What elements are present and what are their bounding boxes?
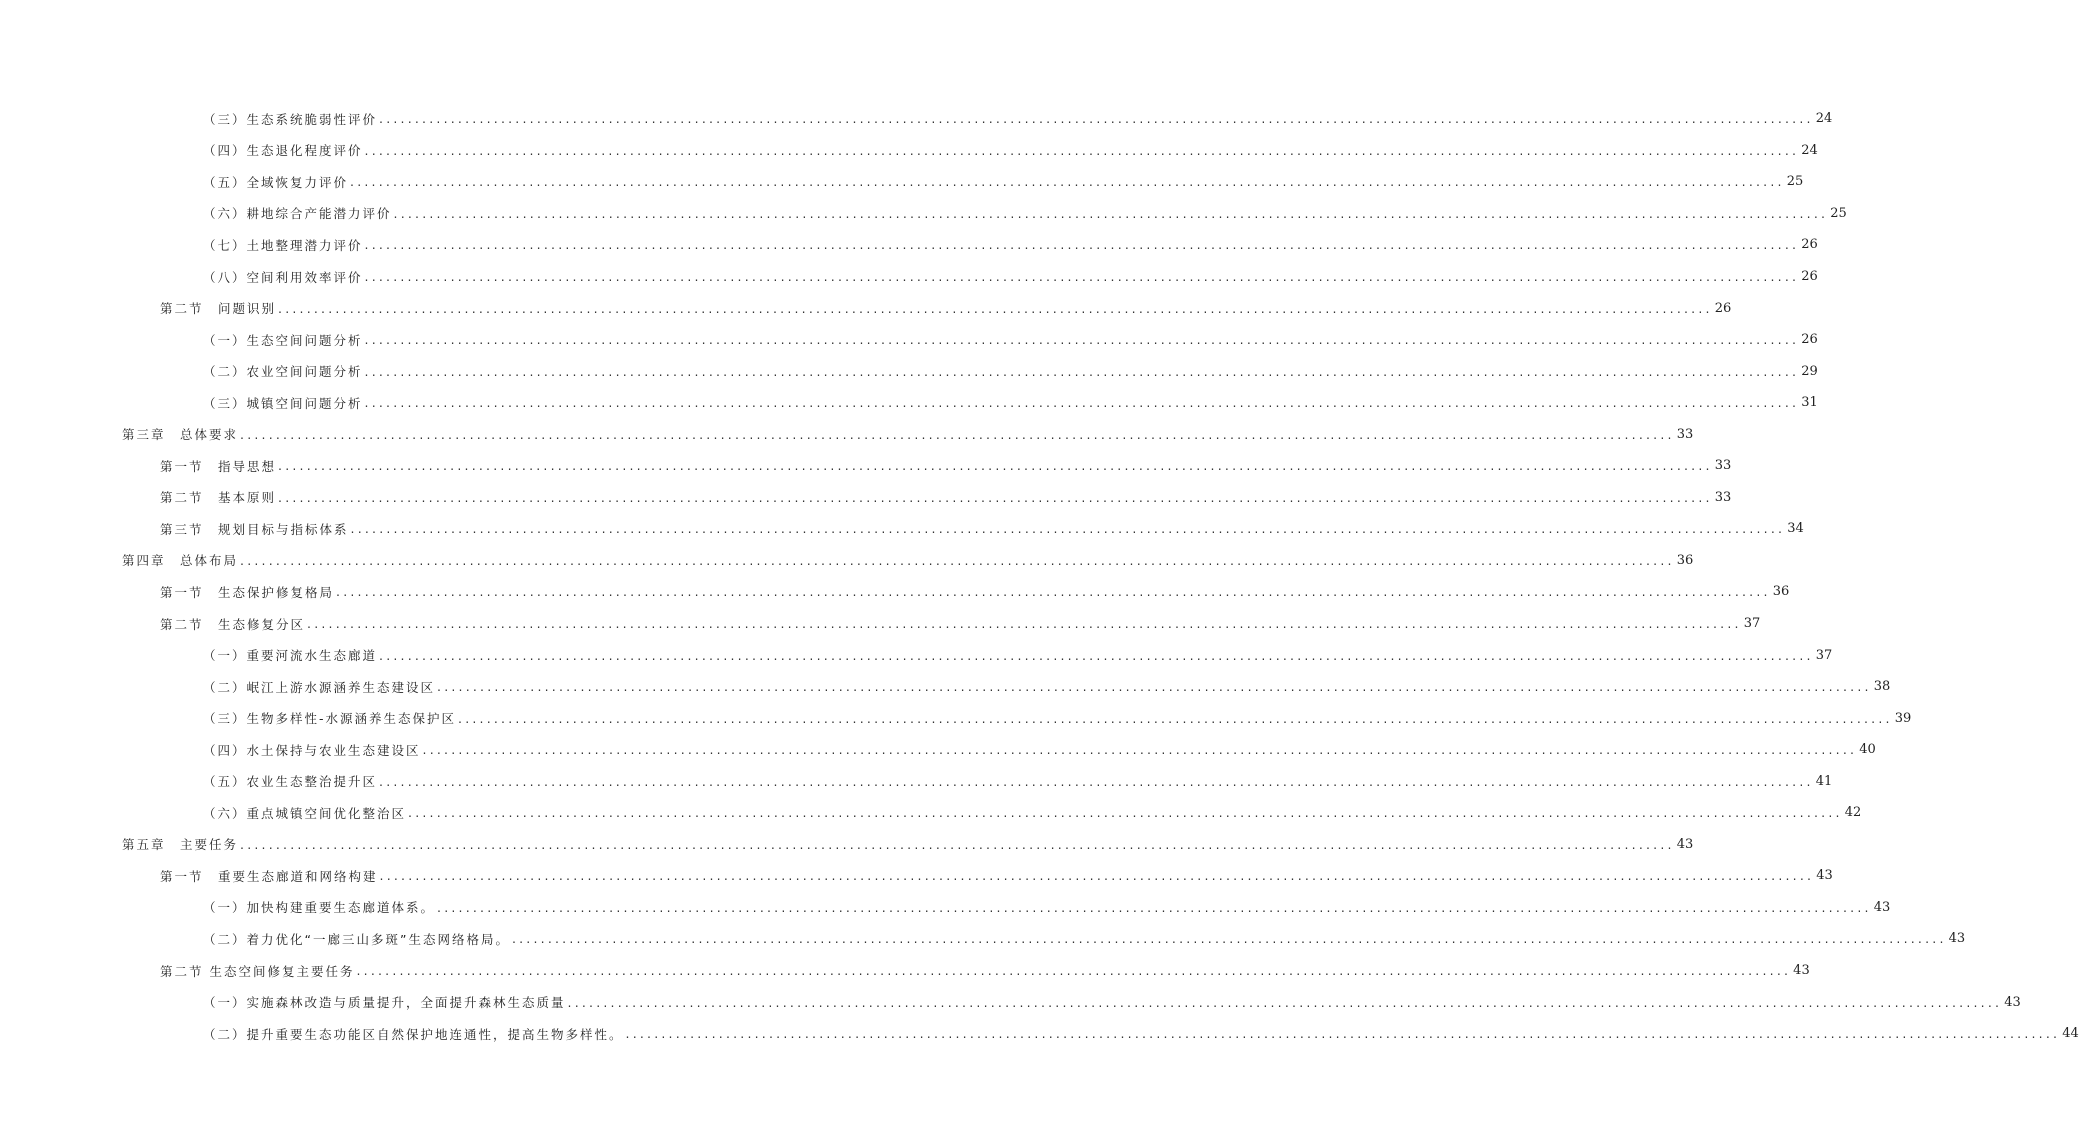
- toc-subsection-entry[interactable]: [0, 198, 1847, 230]
- toc-chapter-entry[interactable]: [0, 418, 1694, 450]
- dot-leader: ........................................................................................................................................................................................................: [364, 269, 1800, 284]
- toc-page-number: 26: [1714, 300, 1732, 316]
- toc-subsection-entry[interactable]: [0, 702, 1912, 734]
- toc-entry-title: （六）耕地综合产能潜力评价: [203, 206, 392, 222]
- toc-entry-title: 第三节 规划目标与指标体系: [160, 521, 349, 537]
- dot-leader: ........................................................................................................................................................................................................: [364, 332, 1800, 348]
- dot-leader: ........................................................................................................................................................................................................: [511, 931, 1947, 947]
- toc-page-number: 26: [1801, 269, 1818, 284]
- toc-page-number: 40: [1859, 742, 1876, 758]
- toc-subsection-entry[interactable]: [0, 986, 2021, 1018]
- toc-entry-title: 第一节 指导思想: [160, 458, 277, 474]
- dot-leader: ........................................................................................................................................................................................................: [379, 647, 1814, 663]
- toc-entry-title: 第四章 总体布局: [122, 553, 239, 569]
- toc-chapter-entry[interactable]: [0, 545, 1694, 577]
- dot-leader: ........................................................................................................................................................................................................: [240, 552, 1675, 568]
- toc-entry-title: 第二节 问题识别: [160, 301, 277, 317]
- dot-leader: ........................................................................................................................................................................................................: [307, 616, 1742, 632]
- toc-entry-title: 第二节 基本原则: [160, 490, 277, 506]
- toc-page-number: 43: [1793, 963, 1810, 979]
- toc-subsection-entry[interactable]: [0, 765, 1833, 797]
- toc-page-number: 36: [1676, 552, 1694, 568]
- toc-subsection-entry[interactable]: [0, 324, 1818, 356]
- toc-entry-title: 第五章 主要任务: [122, 837, 239, 853]
- toc-subsection-entry[interactable]: [0, 135, 1818, 167]
- toc-entry-title: 第三章 总体要求: [122, 427, 239, 443]
- dot-leader: ........................................................................................................................................................................................................: [379, 868, 1815, 884]
- toc-entry-title: （二）农业空间问题分析: [203, 364, 363, 380]
- toc-entry-title: （五）农业生态整治提升区: [203, 774, 378, 790]
- dot-leader: ........................................................................................................................................................................................................: [278, 458, 1713, 474]
- toc-page-number: 34: [1787, 521, 1804, 537]
- toc-subsection-entry[interactable]: [0, 923, 1966, 955]
- toc-page-number: 33: [1714, 489, 1732, 505]
- table-of-contents: [0, 103, 2079, 1049]
- toc-page-number: 29: [1801, 363, 1818, 379]
- toc-page-number: 26: [1801, 332, 1818, 348]
- toc-section-entry[interactable]: [0, 860, 1833, 892]
- dot-leader: ........................................................................................................................................................................................................: [437, 899, 1872, 915]
- toc-entry-title: （一）重要河流水生态廊道: [203, 648, 378, 664]
- toc-section-entry[interactable]: [0, 576, 1790, 608]
- dot-leader: ........................................................................................................................................................................................................: [458, 710, 1893, 726]
- toc-subsection-entry[interactable]: [0, 892, 1891, 924]
- toc-entry-title: （一）生态空间问题分析: [203, 332, 363, 348]
- toc-entry-title: （一）加快构建重要生态廊道体系。: [203, 900, 436, 916]
- toc-subsection-entry[interactable]: [0, 229, 1818, 261]
- toc-page-number: 43: [2004, 994, 2021, 1010]
- toc-page-number: 24: [1801, 142, 1818, 158]
- toc-entry-title: （三）生物多样性-水源涵养生态保护区: [203, 711, 457, 727]
- toc-page-number: 37: [1743, 616, 1761, 632]
- dot-leader: ........................................................................................................................................................................................................: [278, 300, 1713, 316]
- toc-subsection-entry[interactable]: [0, 103, 1833, 135]
- dot-leader: ........................................................................................................................................................................................................: [336, 584, 1771, 600]
- dot-leader: ........................................................................................................................................................................................................: [240, 836, 1675, 852]
- toc-subsection-entry[interactable]: [0, 261, 1818, 293]
- toc-page-number: 25: [1786, 174, 1804, 190]
- toc-section-entry[interactable]: [0, 292, 1732, 324]
- dot-leader: ........................................................................................................................................................................................................: [437, 679, 1872, 695]
- dot-leader: ........................................................................................................................................................................................................: [393, 205, 1829, 221]
- toc-entry-title: （五）全域恢复力评价: [203, 174, 349, 190]
- dot-leader: ........................................................................................................................................................................................................: [364, 395, 1800, 411]
- dot-leader: ........................................................................................................................................................................................................: [408, 805, 1843, 821]
- dot-leader: ........................................................................................................................................................................................................: [379, 773, 1814, 789]
- toc-page-number: 38: [1873, 679, 1891, 695]
- dot-leader: ........................................................................................................................................................................................................: [625, 1026, 2061, 1042]
- toc-section-entry[interactable]: [0, 482, 1732, 514]
- toc-entry-title: （二）岷江上游水源涵养生态建设区: [203, 679, 436, 695]
- toc-subsection-entry[interactable]: [0, 166, 1804, 198]
- dot-leader: ........................................................................................................................................................................................................: [422, 742, 1858, 758]
- dot-leader: ........................................................................................................................................................................................................: [364, 363, 1800, 379]
- dot-leader: ........................................................................................................................................................................................................: [350, 521, 1786, 537]
- toc-subsection-entry[interactable]: [0, 639, 1833, 671]
- toc-section-entry[interactable]: [0, 450, 1732, 482]
- toc-section-entry[interactable]: [0, 513, 1804, 545]
- toc-subsection-entry[interactable]: [0, 671, 1891, 703]
- toc-entry-title: （二）提升重要生态功能区自然保护地连通性，提高生物多样性。: [203, 1026, 624, 1042]
- toc-page-number: 39: [1894, 710, 1912, 726]
- toc-page-number: 41: [1815, 773, 1833, 789]
- toc-subsection-entry[interactable]: [0, 1018, 2079, 1050]
- toc-page-number: 42: [1844, 805, 1862, 821]
- toc-section-entry[interactable]: [0, 955, 1810, 987]
- dot-leader: ........................................................................................................................................................................................................: [356, 963, 1792, 979]
- toc-page-number: 44: [2062, 1026, 2079, 1042]
- toc-page-number: 43: [1676, 836, 1694, 852]
- toc-page-number: 43: [1816, 868, 1833, 884]
- toc-entry-title: （四）生态退化程度评价: [203, 143, 363, 159]
- dot-leader: ........................................................................................................................................................................................................: [379, 111, 1814, 127]
- dot-leader: ........................................................................................................................................................................................................: [350, 174, 1785, 190]
- dot-leader: ........................................................................................................................................................................................................: [364, 237, 1800, 253]
- toc-page-number: 43: [1948, 931, 1966, 947]
- toc-entry-title: （六）重点城镇空间优化整治区: [203, 805, 407, 821]
- toc-page-number: 26: [1801, 237, 1818, 253]
- toc-subsection-entry[interactable]: [0, 797, 1862, 829]
- toc-page-number: 24: [1815, 111, 1833, 127]
- dot-leader: ........................................................................................................................................................................................................: [278, 489, 1713, 505]
- toc-subsection-entry[interactable]: [0, 734, 1876, 766]
- toc-entry-title: （三）生态系统脆弱性评价: [203, 111, 378, 127]
- toc-subsection-entry[interactable]: [0, 355, 1818, 387]
- toc-entry-title: （七）土地整理潜力评价: [203, 237, 363, 253]
- dot-leader: ........................................................................................................................................................................................................: [567, 994, 2003, 1010]
- toc-page-number: 43: [1873, 899, 1891, 915]
- toc-page-number: 37: [1815, 647, 1833, 663]
- toc-entry-title: 第一节 重要生态廊道和网络构建: [160, 868, 378, 884]
- toc-section-entry[interactable]: [0, 608, 1761, 640]
- toc-page-number: 25: [1830, 205, 1847, 221]
- toc-page-number: 33: [1676, 426, 1694, 442]
- toc-page-number: 31: [1801, 395, 1818, 411]
- toc-entry-title: （一）实施森林改造与质量提升，全面提升森林生态质量: [203, 995, 566, 1011]
- toc-entry-title: （二）着力优化“一廊三山多斑”生态网络格局。: [203, 931, 510, 947]
- toc-chapter-entry[interactable]: [0, 829, 1694, 861]
- dot-leader: ........................................................................................................................................................................................................: [240, 426, 1675, 442]
- toc-entry-title: （四）水土保持与农业生态建设区: [203, 742, 421, 758]
- dot-leader: ........................................................................................................................................................................................................: [364, 142, 1800, 158]
- toc-subsection-entry[interactable]: [0, 387, 1818, 419]
- toc-page-number: 36: [1772, 584, 1790, 600]
- toc-entry-title: （八）空间利用效率评价: [203, 269, 363, 285]
- toc-entry-title: 第一节 生态保护修复格局: [160, 584, 335, 600]
- toc-entry-title: （三）城镇空间问题分析: [203, 395, 363, 411]
- toc-entry-title: 第二节 生态修复分区: [160, 616, 306, 632]
- toc-page-number: 33: [1714, 458, 1732, 474]
- toc-entry-title: 第二节 生态空间修复主要任务: [160, 963, 355, 979]
